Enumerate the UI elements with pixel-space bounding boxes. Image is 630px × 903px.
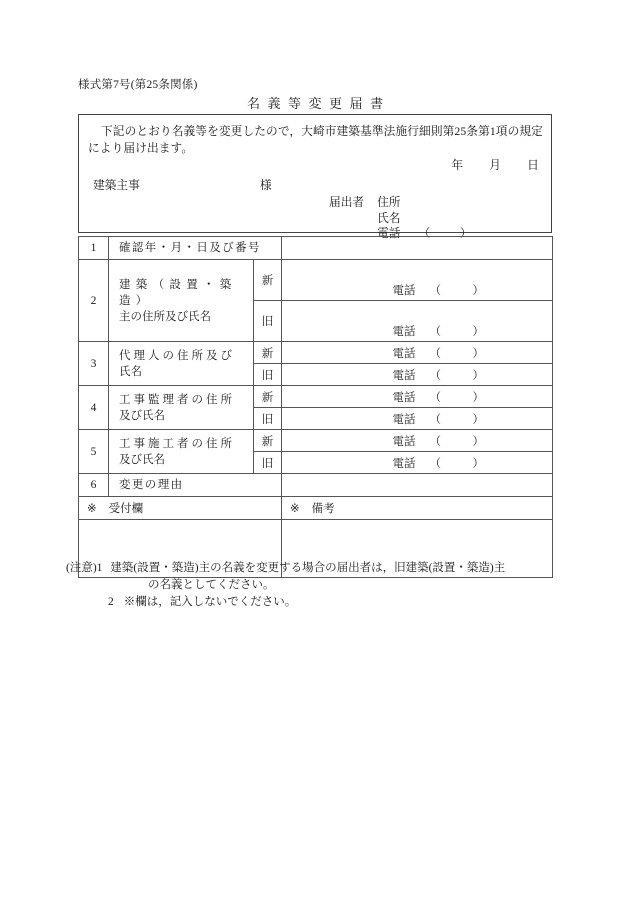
row-input-cell-new[interactable] [282, 260, 553, 301]
row-input-cell-old[interactable] [282, 301, 553, 342]
note-text: ※欄は，記入しないでください。 [123, 596, 297, 608]
row-input-cell[interactable] [282, 474, 553, 497]
reception-label: 受付欄 [108, 503, 144, 515]
tel-label: 電話 [392, 457, 416, 470]
subrow-new-label: 新 [254, 260, 282, 301]
row-input-cell-old[interactable] [282, 452, 553, 474]
table-row [79, 237, 553, 260]
subrow-old-label: 旧 [254, 301, 282, 342]
table-row [79, 474, 553, 497]
tel-paren: （ ） [429, 347, 494, 360]
tel-paren: （ ） [429, 457, 494, 470]
remarks-header-cell [282, 497, 553, 520]
tel-label: 電話 [392, 369, 416, 382]
applicant-fields [364, 195, 480, 242]
row-number: 1 [79, 237, 109, 260]
reference-mark: ※ [290, 503, 300, 515]
tel-label: 電話 [392, 435, 416, 448]
note-number: 1 [96, 562, 103, 574]
table-row [79, 342, 553, 364]
notes-heading: (注意) [66, 562, 97, 574]
row-label: 代理人の住所及び 氏名 [109, 342, 254, 386]
notes-block [66, 560, 576, 611]
addressee-honorific: 様 [260, 179, 272, 192]
note-item-continuation: の名義としてください。 [148, 579, 275, 591]
tel-label: 電話 [392, 285, 416, 297]
row-input-cell[interactable] [282, 237, 553, 260]
row-number: 3 [79, 342, 109, 386]
statement-text: 下記のとおり名義等を変更したので，大崎市建築基準法施行細則第25条第1項の規定により届け出ます。 [88, 125, 543, 155]
applicant-block [329, 195, 481, 242]
date-year-label: 年 [451, 159, 464, 172]
tel-paren: （ ） [429, 435, 494, 448]
applicant-name-label: 氏名 [377, 211, 401, 225]
subrow-new-label: 新 [254, 430, 282, 452]
addressee-title: 建築主事 [93, 179, 140, 192]
row-label: 工事施工者の住所 及び氏名 [109, 430, 254, 474]
statement-box [78, 114, 552, 240]
row-number: 2 [79, 260, 109, 342]
date-month-label: 月 [489, 159, 502, 172]
tel-paren: （ ） [429, 285, 494, 297]
applicant-tel-paren: （ ） [418, 227, 481, 240]
subrow-old-label: 旧 [254, 408, 282, 430]
page-title: 名義等変更届書 [246, 96, 391, 111]
applicant-label: 届出者 [329, 196, 365, 209]
subrow-old-label: 旧 [254, 452, 282, 474]
table-row [79, 497, 553, 520]
row-label: 変更の理由 [109, 474, 282, 497]
date-day-label: 日 [527, 159, 539, 172]
reception-header-cell [79, 497, 282, 520]
row-input-cell-new[interactable] [282, 342, 553, 364]
change-details-table [78, 236, 553, 578]
row-input-cell-new[interactable] [282, 386, 553, 408]
tel-paren: （ ） [429, 326, 494, 338]
row-number: 6 [79, 474, 109, 497]
note-item [66, 594, 576, 611]
applicant-address-label: 住所 [377, 196, 401, 209]
tel-label: 電話 [392, 347, 416, 360]
tel-label: 電話 [392, 413, 416, 426]
form-number: 様式第7号(第25条関係) [78, 79, 198, 91]
subrow-old-label: 旧 [254, 364, 282, 386]
tel-paren: （ ） [429, 413, 494, 426]
table-row [79, 260, 553, 301]
remarks-label: 備考 [311, 503, 335, 515]
row-input-cell-new[interactable] [282, 430, 553, 452]
tel-paren: （ ） [429, 369, 494, 382]
subrow-new-label: 新 [254, 342, 282, 364]
row-label: 確認年・月・日及び番号 [109, 237, 282, 260]
addressee-line [93, 177, 272, 193]
note-item [66, 560, 576, 577]
tel-paren: （ ） [429, 391, 494, 404]
row-label: 工事監理者の住所 及び氏名 [109, 386, 254, 430]
row-number: 5 [79, 430, 109, 474]
note-text: 建築(設置・築造)主の名義を変更する場合の届出者は，旧建築(設置・築造)主 [110, 562, 506, 574]
date-line [451, 157, 539, 173]
row-input-cell-old[interactable] [282, 408, 553, 430]
row-number: 4 [79, 386, 109, 430]
subrow-new-label: 新 [254, 386, 282, 408]
tel-label: 電話 [392, 326, 416, 338]
applicant-tel-label: 電話 [377, 227, 401, 240]
row-input-cell-old[interactable] [282, 364, 553, 386]
reference-mark: ※ [87, 503, 97, 515]
tel-label: 電話 [392, 391, 416, 404]
row-label: 建築（設置・築造） 主の住所及び氏名 [109, 260, 254, 342]
table-row [79, 430, 553, 452]
table-row [79, 386, 553, 408]
note-number: 2 [108, 596, 114, 608]
